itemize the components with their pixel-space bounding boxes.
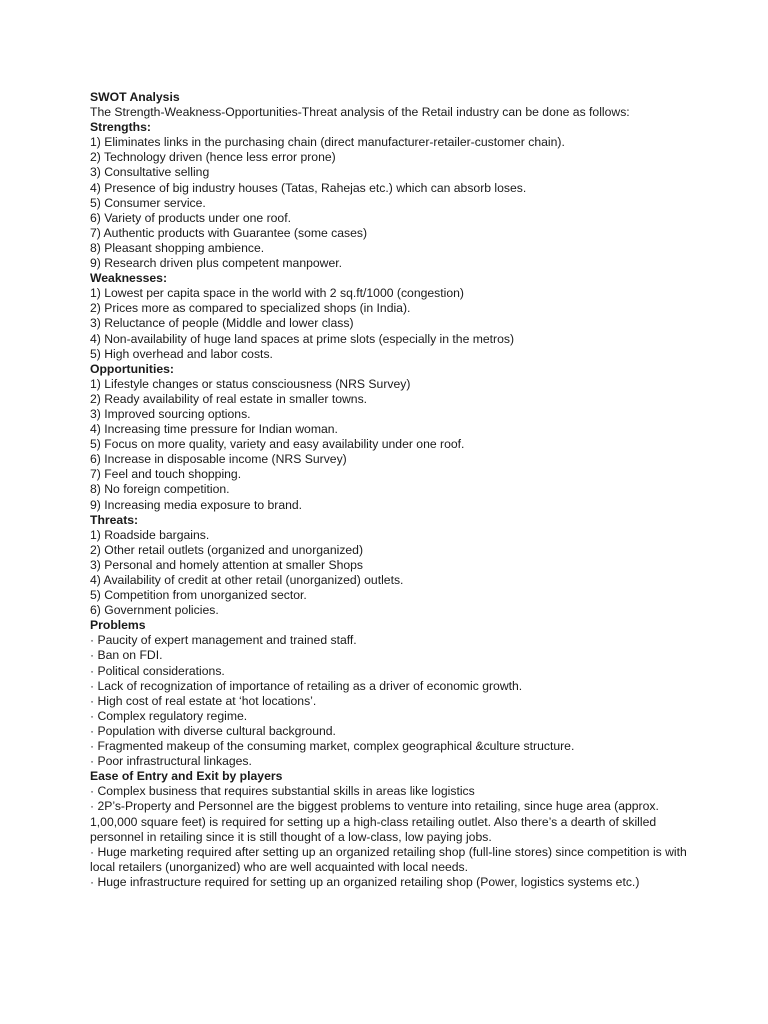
list-item: 9) Research driven plus competent manpower. [90,256,343,271]
list-item: 5) High overhead and labor costs. [90,346,273,361]
list-item: 8) No foreign competition. [90,482,230,497]
list-item: 1) Lowest per capita space in the world with 2 sq.ft/1000 (congestion) [90,286,464,301]
list-item: 4) Increasing time pressure for Indian woman. [90,422,338,437]
list-item: · High cost of real estate at ‘hot locations’. [90,693,317,708]
list-item: · Complex regulatory regime. [90,708,248,723]
list-item: · Poor infrastructural linkages. [90,754,252,769]
list-item: · Ban on FDI. [90,648,163,663]
list-item: 1) Lifestyle changes or status consciousness (NRS Survey) [90,376,411,391]
list-item: 6) Variety of products under one roof. [90,210,291,225]
list-item: · Population with diverse cultural background. [90,723,336,738]
list-item: 8) Pleasant shopping ambience. [90,240,265,255]
intro-text: The Strength-Weakness-Opportunities-Threat analysis of the Retail industry can be done as follows: [90,105,630,120]
list-item: · Huge infrastructure required for setting up an organized retailing shop (Power, logistics systems etc.) [90,874,640,889]
list-item: · 2P’s-Property and Personnel are the biggest problems to venture into retailing, since huge area (approx. 1,00,000 square feet) is required for setting up a high-class retailing outlet. Also there’s a dearth of skilled personnel in retailing since it is still thought of a low-class, low paying jobs. [90,799,659,844]
list-item: 6) Increase in disposable income (NRS Survey) [90,452,347,467]
list-item: 4) Availability of credit at other retail (unorganized) outlets. [90,573,404,587]
list-item: · Paucity of expert management and trained staff. [90,633,357,648]
section-heading-ease-of-entry: Ease of Entry and Exit by players [90,769,283,784]
list-item: 3) Reluctance of people (Middle and lower class) [90,316,354,331]
list-item: 3) Personal and homely attention at smaller Shops [90,557,364,572]
list-item: 1) Eliminates links in the purchasing chain (direct manufacturer-retailer-customer chain). [90,135,565,150]
list-item: 7) Authentic products with Guarantee (some cases) [90,225,368,240]
list-item: · Huge marketing required after setting up an organized retailing shop (full-line stores) since competition is with local retailers (unorganized) who are well acquainted with local needs. [90,844,687,874]
document-title: SWOT Analysis [90,90,180,104]
list-item: 2) Prices more as compared to specialized shops (in India). [90,301,411,316]
list-item: 2) Ready availability of real estate in smaller towns. [90,391,368,406]
list-item: 5) Focus on more quality, variety and easy availability under one roof. [90,437,465,452]
list-item: 3) Consultative selling [90,165,210,180]
document-body [90,90,690,890]
list-item: 7) Feel and touch shopping. [90,467,242,482]
list-item: 5) Consumer service. [90,195,206,210]
section-heading-strengths: Strengths: [90,120,151,135]
list-item: 4) Non-availability of huge land spaces at prime slots (especially in the metros) [90,331,515,346]
list-item: 1) Roadside bargains. [90,527,210,542]
list-item: 3) Improved sourcing options. [90,406,251,421]
list-item: 2) Other retail outlets (organized and unorganized) [90,542,364,557]
section-heading-opportunities: Opportunities: [90,361,174,376]
list-item: · Lack of recognization of importance of retailing as a driver of economic growth. [90,678,523,693]
list-item: 2) Technology driven (hence less error prone) [90,150,336,165]
list-item: · Political considerations. [90,663,225,678]
section-heading-threats: Threats: [90,512,139,527]
list-item: 4) Presence of big industry houses (Tatas, Rahejas etc.) which can absorb loses. [90,180,527,195]
list-item: 6) Government policies. [90,603,219,618]
section-heading-weaknesses: Weaknesses: [90,271,168,286]
list-item: 5) Competition from unorganized sector. [90,588,307,603]
list-item: 9) Increasing media exposure to brand. [90,497,303,512]
list-item: · Fragmented makeup of the consuming market, complex geographical &culture structure. [90,739,575,754]
list-item: · Complex business that requires substantial skills in areas like logistics [90,784,475,799]
section-heading-problems: Problems [90,618,146,633]
